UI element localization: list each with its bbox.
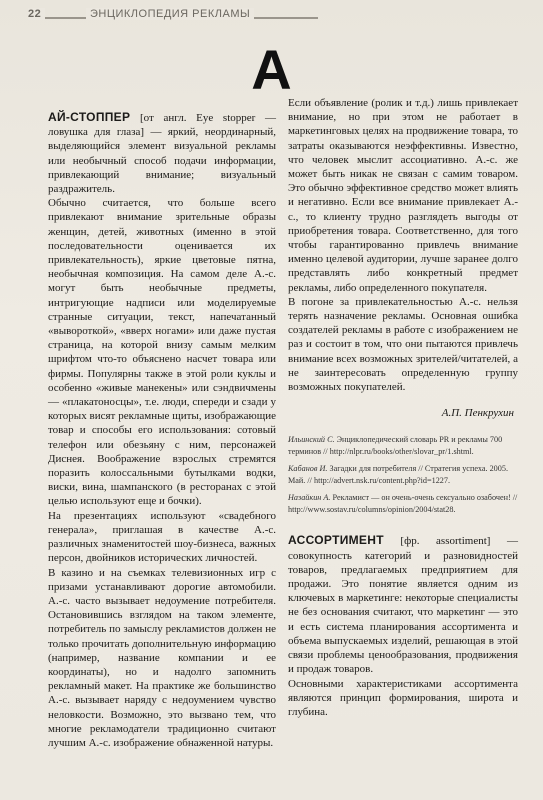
reference-item [288, 434, 518, 457]
paragraph: Обычно считается, что больше всего привлекают внимание зрительные образы женщин, детей, животных (именно в этой последовательности оценивается их привлекательность), яркие цветовые пятна, необычная композиция. На самом деле А.-с. могут быть необычные предметы, интригующие надписи или моделируемые странные ситуации, текст, напечатанный «вывороткой», «вверх ногами» или даже пустая страница, на которой внизу самым мелким шрифтом что-то объяснено насчет товара или фирмы. Популярны также в этой роли куклы и особенно «живые манекены» или сэндвичмены — «плакатоносцы», т.е. люди, спереди и сзади у которых висят рекламные щиты, изображающие товар и способы его использования: сотовый телефон или обезьяну с ним, персонажей Диснея. Воображение взрослых стремятся поразить колоссальными бутылками водки, виски, вина, шампанского (в ресторанах с этой целью используют еще и бочки). [48, 197, 276, 508]
running-head-title: ЭНЦИКЛОПЕДИЯ РЕКЛАМЫ [86, 8, 254, 20]
right-column [288, 96, 518, 719]
reference-author: Ильинский С. [288, 435, 335, 445]
reference-text: Энциклопедический словарь PR и рекламы 700 терминов // http://nlpr.ru/books/other/slovar_pr/1.shtml. [288, 435, 503, 456]
paragraph: В погоне за привлекательностью А.-с. нельзя терять назначение рекламы. Основная ошибка создателей рекламы в работе с изображением не раз и состоит в том, что они пытаются привлечь внимание всех возможных зрителей/читателей, а не заинтересовать определенную группу возможных покупателей. [288, 295, 518, 394]
paragraph: В казино и на съемках телевизионных игр с призами устанавливают дорогие автомобили. А.-с. часто вызывает недоумение потребителя. Остановившись взглядом на таком элементе, потребитель по замыслу рекламистов должен не только прочитать дополнительную информацию (например, название компании и ее координаты), но и надолго запомнить рекламный макет. На практике же большинство А.-с. вызывает наряду с недоумением чувство неловкости. Возможно, это вызвано тем, что многие рекламодатели традиционно считают лучшим А.-с. изображение обнаженной натуры. [48, 566, 276, 749]
entry-term: АЙ-СТОППЕР [48, 110, 131, 124]
entry-term: АССОРТИМЕНТ [288, 533, 384, 548]
entry-ay-stopper [48, 110, 276, 196]
section-letter: A [251, 38, 292, 101]
paragraph: На презентациях используют «свадебного генерала», приглашая в качестве А.-с. различных знаменитостей шоу-бизнеса, важных персон, двойников исторических личностей. [48, 509, 276, 565]
paragraph: Если объявление (ролик и т.д.) лишь привлекает внимание, но при этом не работает в маркетинговых целях на продвижение товара, то затраты оказываются неэффективны. Известно, что человек мыслит ассоциативно. А.-с. же может быть никак не связан с самим товаром. Это обычно эффективное средство может влиять и негативно. Если все внимание привлекает А.-с., то клиенту трудно разглядеть выгоды от приобретения товара. Соответственно, для того чтобы гарантированно привлечь внимание именно целевой аудитории, лучше заранее долго представлять либо конкретный предмет рекламы, либо определенного покупателя. [288, 97, 518, 294]
entry-definition: [от англ. Eye stopper — ловушка для глаза] — яркий, неординарный, выделяющийся элемент визуальной рекламы или необычный способ подачи информации, привлекающий внимание; визуальный раздражитель. [48, 112, 276, 196]
left-column [48, 110, 276, 750]
running-head [28, 8, 318, 30]
reference-author: Назайкин А. [288, 493, 331, 503]
article-author: А.П. Пенкрухин [441, 407, 514, 420]
reference-item [288, 492, 518, 515]
entry-assortiment [288, 533, 518, 676]
entry-definition: [фр. assortiment] — совокупность категорий и разновидностей товаров, предлагаемых предприятием для продажи. Это понятие является одним из ключевых в маркетинге: некоторые специалисты не без основания считают, что маркетинг — это и есть система планирования ассортимента и объема выпускаемых изделий, решающая в этой связи проблемы ценообразования, продвижения и продаж товаров. [288, 535, 518, 676]
references [288, 434, 518, 515]
reference-text: Рекламист — он очень-очень сексуально озабочен! // http://www.sostav.ru/columns/opinion/2004/stat28. [288, 493, 518, 514]
reference-author: Кабанов И. [288, 464, 328, 474]
page-number: 22 [28, 8, 45, 20]
reference-text: Загадки для потребителя // Стратегия успеха. 2005. Май. // http://advert.nsk.ru/content.php?id=1227. [288, 464, 508, 485]
spacer [288, 521, 518, 533]
paragraph: Основными характеристиками ассортимента являются принцип формирования, широта и глубина. [288, 677, 518, 718]
reference-item [288, 463, 518, 486]
